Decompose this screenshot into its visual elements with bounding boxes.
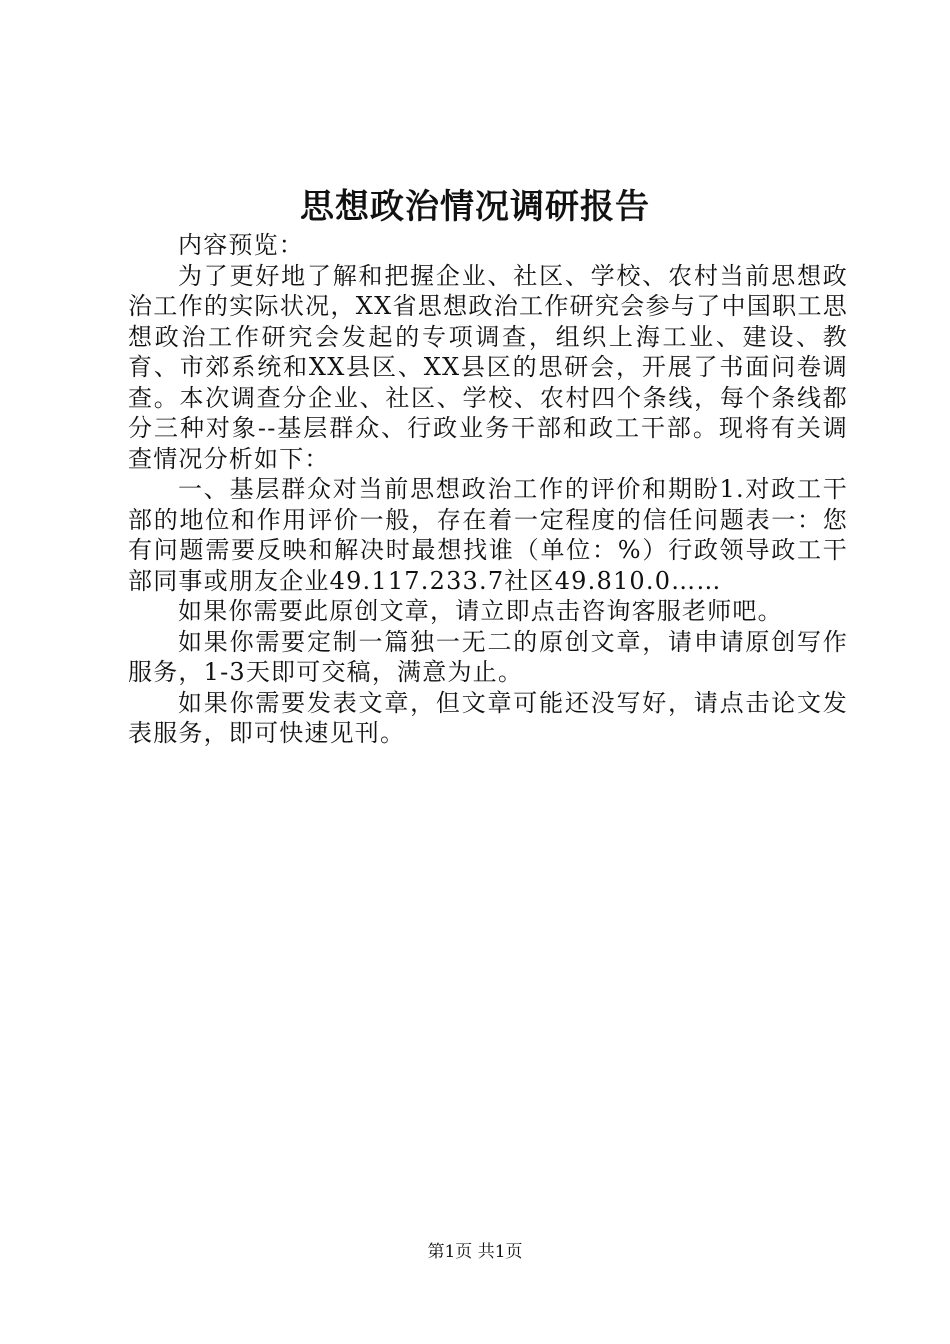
consult-service-paragraph: 如果你需要此原创文章，请立即点击咨询客服老师吧。 [178,597,783,625]
section-one-paragraph: 一、基层群众对当前思想政治工作的评价和期盼1.对政工干部的地位和作用评价一般，存在着一定程度的信任问题表一：您有问题需要反映和解决时最想找谁（单位：%）行政领导政工干部同事或朋友企业49.117.233.7社区49.810.0…… [128,475,848,595]
preview-label: 内容预览： [178,231,304,259]
document-title: 思想政治情况调研报告 [300,187,650,227]
document-body [128,230,848,749]
custom-writing-paragraph: 如果你需要定制一篇独一无二的原创文章，请申请原创写作服务，1-3天即可交稿，满意为止。 [128,627,848,686]
page-footer: 第1页 共1页 [427,1242,523,1262]
intro-paragraph: 为了更好地了解和把握企业、社区、学校、农村当前思想政治工作的实际状况，XX省思想政治工作研究会参与了中国职工思想政治工作研究会发起的专项调查，组织上海工业、建设、教育、市郊系统和XX县区、XX县区的思研会，开展了书面问卷调查。本次调查分企业、社区、学校、农村四个条线，每个条线都分三种对象--基层群众、行政业务干部和政工干部。现将有关调查情况分析如下： [128,261,848,473]
publishing-service-paragraph: 如果你需要发表文章，但文章可能还没写好，请点击论文发表服务，即可快速见刊。 [128,688,848,747]
